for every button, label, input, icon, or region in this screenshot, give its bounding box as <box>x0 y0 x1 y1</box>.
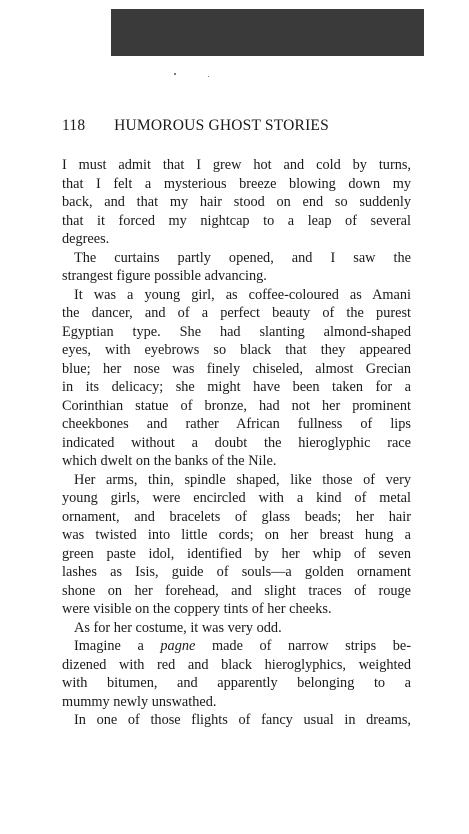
text-line: As for her costume, it was very odd. <box>74 619 282 636</box>
text-line: indicated without a doubt the hieroglyphic race <box>62 434 411 451</box>
page-number: 118 <box>62 117 86 134</box>
running-title: HUMOROUS GHOST STORIES <box>114 117 329 134</box>
text-line: were visible on the coppery tints of her cheeks. <box>62 601 332 617</box>
text-line: It was a young girl, as coffee-coloured as Amani <box>74 286 411 303</box>
text-line: that it forced my nightcap to a leap of several <box>62 212 411 229</box>
running-head <box>62 117 412 135</box>
text-line: I must admit that I grew hot and cold by turns, <box>62 157 411 173</box>
text-line: ornament, and bracelets of glass beads; her hair <box>62 508 411 525</box>
text-line: mummy newly unswathed. <box>62 693 217 710</box>
text-line: back, and that my hair stood on end so suddenly <box>62 194 411 210</box>
italic-word: pagne <box>160 638 196 654</box>
redaction-bar <box>111 9 424 56</box>
text-line: eyes, with eyebrows so black that they appeared <box>62 342 411 358</box>
text-line: shone on her forehead, and slight traces of rouge <box>62 582 411 599</box>
text-line: that I felt a mysterious breeze blowing down my <box>62 175 411 192</box>
text-line: Corinthian statue of bronze, had not her prominent <box>62 397 411 414</box>
text-line: degrees. <box>62 231 110 247</box>
text-line: green paste idol, identified by her whip of seven <box>62 545 411 562</box>
text-line: blue; her nose was finely chiseled, almost Grecian <box>62 360 411 377</box>
text-line: which dwelt on the banks of the Nile. <box>62 453 277 469</box>
body-text <box>62 156 411 730</box>
text-line: with bitumen, and apparently belonging to a <box>62 675 411 691</box>
text-line: young girls, were encircled with a kind of metal <box>62 490 411 506</box>
text-line: Her arms, thin, spindle shaped, like those of very <box>74 471 411 488</box>
scan-speck <box>208 76 209 77</box>
text-line: In one of those flights of fancy usual in dreams, <box>74 712 411 728</box>
text-line: lashes as Isis, guide of souls—a golden ornament <box>62 564 411 580</box>
text-line: Imagine a pagne made of narrow strips be- <box>74 638 411 654</box>
text-line: cheekbones and rather African fullness of lips <box>62 416 411 432</box>
text-line: Egyptian type. She had slanting almond-shaped <box>62 323 411 340</box>
scan-speck <box>174 73 176 75</box>
text-line: the dancer, and of a perfect beauty of the purest <box>62 305 411 321</box>
text-line: The curtains partly opened, and I saw the <box>74 249 411 266</box>
text-line: in its delicacy; she might have been taken for a <box>62 379 411 395</box>
text-line: was twisted into little cords; on her breast hung a <box>62 527 411 543</box>
text-line: dizened with red and black hieroglyphics, weighted <box>62 656 411 673</box>
text-line: strangest figure possible advancing. <box>62 268 267 284</box>
